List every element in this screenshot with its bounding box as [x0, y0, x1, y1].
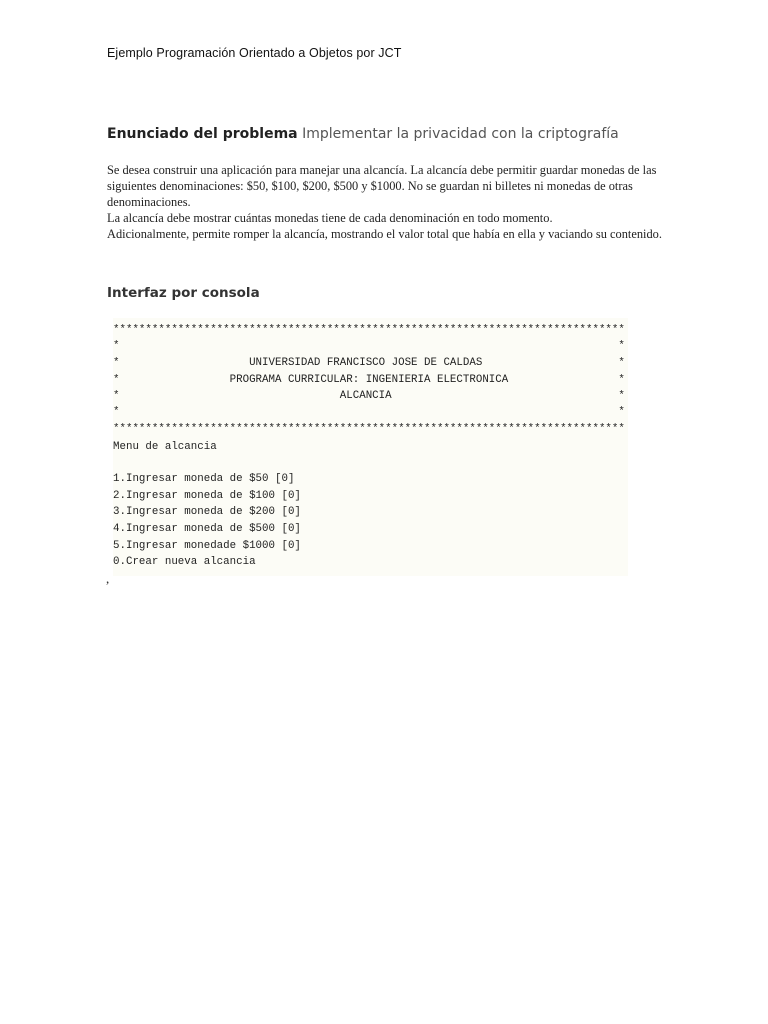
console-menu-item: 1.Ingresar moneda de $50 [0] — [113, 473, 295, 485]
console-empty-line: * * — [113, 406, 625, 418]
problem-label: Enunciado del problema — [107, 126, 298, 142]
console-university-line: * UNIVERSIDAD FRANCISCO JOSE DE CALDAS * — [113, 357, 625, 369]
document-header: Ejemplo Programación Orientado a Objetos por JCT — [107, 46, 402, 60]
problem-heading — [107, 126, 619, 142]
console-heading: Interfaz por consola — [107, 285, 260, 301]
console-menu-item: 4.Ingresar moneda de $500 [0] — [113, 523, 301, 535]
console-program-line: * PROGRAMA CURRICULAR: INGENIERIA ELECTRONICA * — [113, 374, 625, 386]
description-paragraph-3: Adicionalmente, permite romper la alcancía, mostrando el valor total que había en ella y vaciando su contenido. — [107, 227, 662, 241]
description-paragraph-2: La alcancía debe mostrar cuántas monedas tiene de cada denominación en todo momento. — [107, 211, 553, 225]
problem-subtitle: Implementar la privacidad con la criptografía — [302, 126, 619, 142]
console-screenshot — [113, 318, 628, 576]
console-menu-item: 5.Ingresar monedade $1000 [0] — [113, 540, 301, 552]
console-border-bottom: ******************************************************************************* — [113, 423, 625, 435]
console-empty-line: * * — [113, 340, 625, 352]
problem-description — [107, 162, 667, 242]
console-menu-title: Menu de alcancia — [113, 441, 217, 453]
stray-comma: , — [106, 571, 110, 586]
description-paragraph-1: Se desea construir una aplicación para manejar una alcancía. La alcancía debe permitir guardar monedas de las siguientes denominaciones: $50, $100, $200, $500 y $1000. No se guardan ni billetes ni monedas de otras denominaciones. — [107, 163, 657, 209]
console-menu-item: 3.Ingresar moneda de $200 [0] — [113, 506, 301, 518]
console-app-line: * ALCANCIA * — [113, 390, 625, 402]
console-menu-item: 0.Crear nueva alcancia — [113, 556, 256, 568]
console-menu-item: 2.Ingresar moneda de $100 [0] — [113, 490, 301, 502]
console-border-top: ******************************************************************************* — [113, 324, 625, 336]
